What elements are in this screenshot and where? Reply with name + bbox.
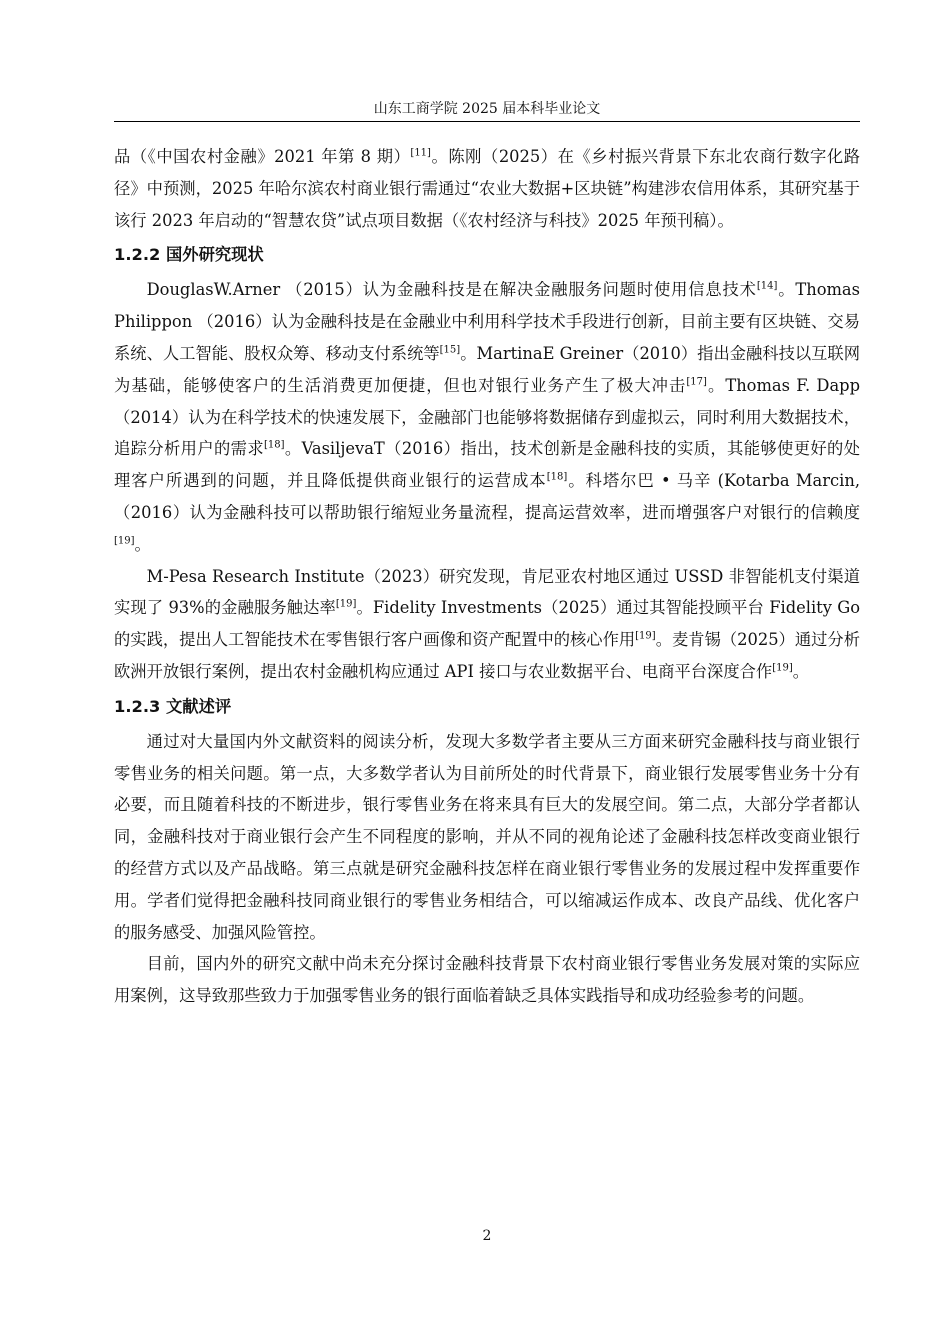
citation: [17] [686, 376, 707, 388]
page-body [114, 141, 860, 1012]
citation: [15] [439, 344, 461, 356]
citation: [18] [546, 471, 568, 483]
citation: [19] [635, 630, 656, 642]
page-number: 2 [482, 1228, 492, 1244]
paragraph-continued: 品（《中国农村金融》2021 年第 8 期）[11]。陈刚（2025）在《乡村振兴背景下东北农商行数字化路径》中预测，2025 年哈尔滨农村商业银行需通过“农业大数据+区块链”构建涉农信用体系，其研究基于该行 2023 年启动的“智慧农贷”试点项目数据（《农村经济与科技》2025 年预刊稿）。 [114, 147, 860, 230]
section-heading-literature-review: 1.2.3 文献述评 [114, 696, 232, 716]
paragraph-research-gap: 目前，国内外的研究文献中尚未充分探讨金融科技背景下农村商业银行零售业务发展对策的实际应用案例，这导致那些致力于加强零售业务的银行面临着缺乏具体实践指导和成功经验参考的问题。 [114, 954, 860, 1006]
citation: [19] [335, 598, 357, 610]
citation: [19] [114, 535, 135, 547]
paragraph-literature-review: 通过对大量国内外文献资料的阅读分析，发现大多数学者主要从三方面来研究金融科技与商业银行零售业务的相关问题。第一点，大多数学者认为目前所处的时代背景下，商业银行发展零售业务十分有必要，而且随着科技的不断进步，银行零售业务在将来具有巨大的发展空间。第二点，大部分学者都认同，金融科技对于商业银行会产生不同程度的影响，并从不同的视角论述了金融科技怎样改变商业银行的经营方式以及产品战略。第三点就是研究金融科技怎样在商业银行零售业务的发展过程中发挥重要作用。学者们觉得把金融科技同商业银行的零售业务相结合，可以缩减运作成本、改良产品线、优化客户的服务感受、加强风险管控。 [114, 731, 860, 942]
section-heading-foreign-research: 1.2.2 国外研究现状 [114, 245, 264, 265]
paragraph-recent-foreign-research: M-Pesa Research Institute（2023）研究发现，肯尼亚农村地区通过 USSD 非智能机支付渠道实现了 93%的金融服务触达率[19]。Fidelity Investments（2025）通过其智能投顾平台 Fidelity Go 的实践，提出人工智能技术在零售银行客户画像和资产配置中的核心作用[19]。麦肯锡（2025）通过分析欧洲开放银行案例，提出农村金融机构应通过 API 接口与农业数据平台、电商平台深度合作[19]。 [114, 566, 860, 681]
paragraph-foreign-research: DouglasW.Arner （2015）认为金融科技是在解决金融服务问题时使用信息技术[14]。Thomas Philippon （2016）认为金融科技是在金融业中利用科学技术手段进行创新，目前主要有区块链、交易系统、人工智能、股权众筹、移动支付系统等[15]。MartinaE Greiner（2010）指出金融科技以互联网为基础，能够使客户的生活消费更加便捷，但也对银行业务产生了极大冲击[17]。Thomas F. Dapp （2014）认为在科学技术的快速发展下，金融部门也能够将数据储存到虚拟云，同时利用大数据技术，追踪分析用户的需求[18]。VasiljevaT（2016）指出，技术创新是金融科技的实质，其能够使更好的处理客户所遇到的问题，并且降低提供商业银行的运营成本[18]。科塔尔巴 • 马辛 (Kotarba Marcin, （2016）认为金融科技可以帮助银行缩短业务量流程，提高运营效率，进而增强客户对银行的信赖度[19]。 [114, 280, 860, 554]
citation: [18] [264, 439, 285, 451]
header-rule [114, 121, 860, 122]
citation: [11] [410, 147, 431, 159]
citation: [19] [772, 662, 793, 674]
page-header: 山东工商学院 2025 届本科毕业论文 [373, 101, 601, 117]
citation: [14] [756, 280, 778, 292]
